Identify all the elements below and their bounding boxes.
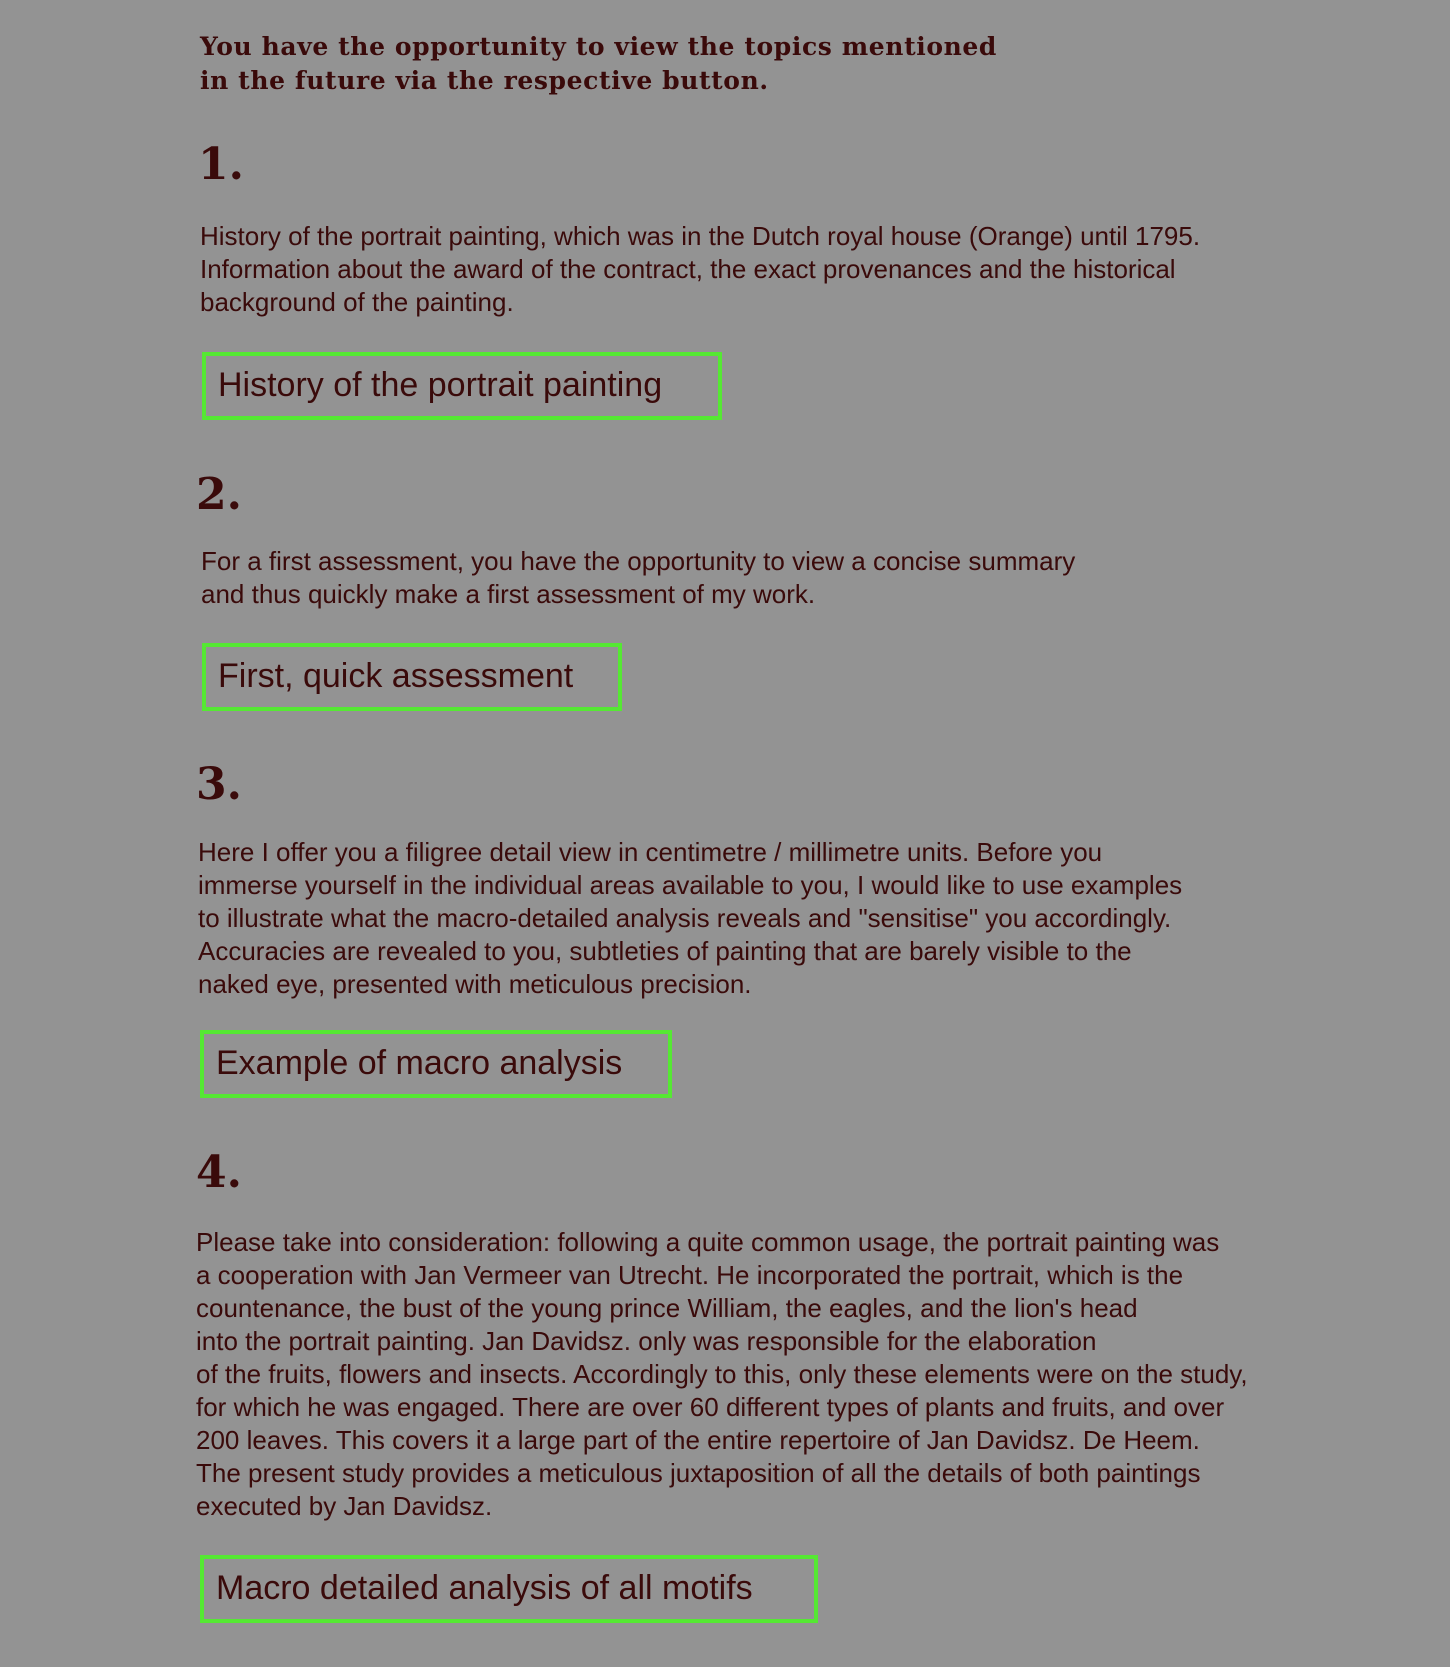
paragraph-line: 200 leaves. This covers it a large part of the entire repertoire of Jan Davidsz. De Heem. xyxy=(196,1425,1200,1455)
paragraph-line: immerse yourself in the individual areas available to you, I would like to use examples xyxy=(198,870,1183,900)
example-macro-analysis-button[interactable]: Example of macro analysis xyxy=(200,1030,672,1098)
section-1-number: 1. xyxy=(198,139,244,190)
intro-line: in the future via the respective button. xyxy=(200,66,769,95)
paragraph-line: naked eye, presented with meticulous precision. xyxy=(198,969,752,999)
section-1-description xyxy=(200,220,1200,319)
section-2-description xyxy=(201,545,1075,611)
intro-line: You have the opportunity to view the topics mentioned xyxy=(200,32,997,61)
paragraph-line: For a first assessment, you have the opportunity to view a concise summary xyxy=(201,546,1076,576)
paragraph-line: to illustrate what the macro-detailed analysis reveals and "sensitise" you accordingly. xyxy=(198,903,1172,933)
paragraph-line: of the fruits, flowers and insects. Accordingly to this, only these elements were on the study, xyxy=(196,1359,1248,1389)
paragraph-line: Accuracies are revealed to you, subtleties of painting that are barely visible to the xyxy=(198,936,1132,966)
paragraph-line: for which he was engaged. There are over 60 different types of plants and fruits, and over xyxy=(196,1392,1225,1422)
section-2-number: 2. xyxy=(196,469,242,520)
history-of-portrait-painting-button[interactable]: History of the portrait painting xyxy=(202,352,722,420)
paragraph-line: into the portrait painting. Jan Davidsz. only was responsible for the elaboration xyxy=(196,1326,1097,1356)
section-4-description xyxy=(196,1226,1248,1523)
paragraph-line: a cooperation with Jan Vermeer van Utrecht. He incorporated the portrait, which is the xyxy=(196,1260,1184,1290)
macro-detailed-analysis-all-motifs-button[interactable]: Macro detailed analysis of all motifs xyxy=(200,1555,818,1623)
paragraph-line: The present study provides a meticulous juxtaposition of all the details of both paintings xyxy=(196,1458,1201,1488)
paragraph-line: executed by Jan Davidsz. xyxy=(196,1491,493,1521)
paragraph-line: Please take into consideration: following a quite common usage, the portrait painting was xyxy=(196,1227,1220,1257)
paragraph-line: background of the painting. xyxy=(200,287,514,317)
paragraph-line: History of the portrait painting, which was in the Dutch royal house (Orange) until 1795. xyxy=(200,221,1201,251)
intro-text xyxy=(200,30,1200,98)
section-3-number: 3. xyxy=(196,759,242,810)
first-quick-assessment-button[interactable]: First, quick assessment xyxy=(202,643,622,711)
paragraph-line: Here I offer you a filigree detail view in centimetre / millimetre units. Before you xyxy=(198,837,1103,867)
paragraph-line: Information about the award of the contract, the exact provenances and the historical xyxy=(200,254,1176,284)
section-4-number: 4. xyxy=(196,1147,242,1198)
section-3-description xyxy=(198,836,1182,1001)
paragraph-line: and thus quickly make a first assessment of my work. xyxy=(201,579,816,609)
paragraph-line: countenance, the bust of the young prince William, the eagles, and the lion's head xyxy=(196,1293,1138,1323)
